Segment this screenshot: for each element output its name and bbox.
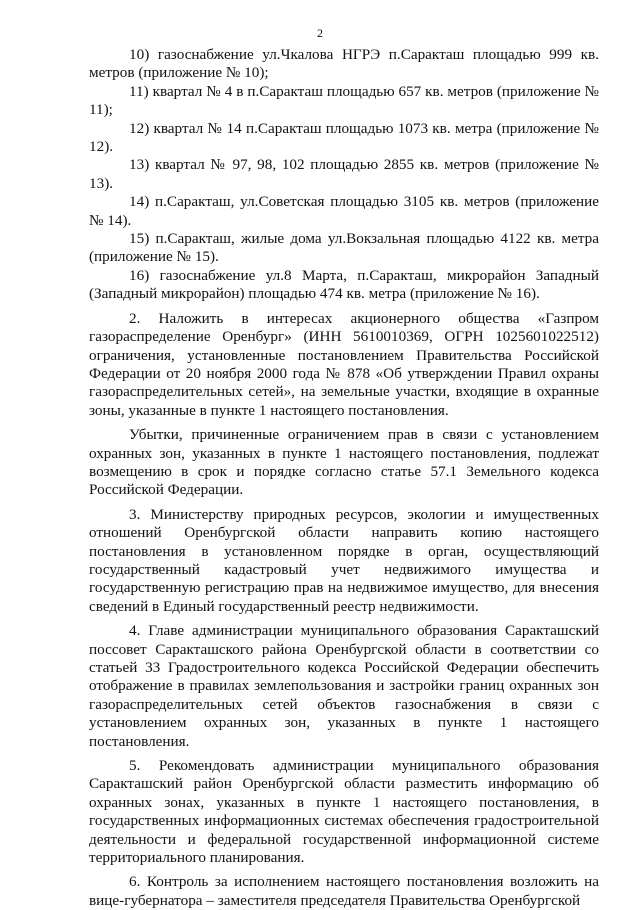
clause-2-paragraph: 2. Наложить в интересах акционерного общества «Газпром газораспределение Оренбург» (ИНН 5610010369, ОГРН 1025601022512) ограничения, установленные постановлением Правительства Российской Федерации от 20 ноября 2000 года № 878 «Об утверждении Правил охраны газораспределительных сетей», на земельные участки, входящие в охранные зоны, указанные в пункте 1 настоящего постановления. xyxy=(89,309,599,419)
list-item-16: 16) газоснабжение ул.8 Марта, п.Саракташ, микрорайон Западный (Западный микрорайон) площадью 474 кв. метра (приложение № 16). xyxy=(89,266,599,303)
clause-4-paragraph: 4. Главе администрации муниципального образования Саракташский поссовет Саракташского района Оренбургской области в соответствии со статьей 33 Градостроительного кодекса Российской Федерации обеспечить отображение в правилах землепользования и застройки границ охранных зон газораспределительных сетей объектов газоснабжения в связи с установлением охранных зон, указанных в пункте 1 настоящего постановления. xyxy=(89,622,599,750)
list-item-12: 12) квартал № 14 п.Саракташ площадью 1073 кв. метра (приложение № 12). xyxy=(89,119,599,156)
clause-5-paragraph: 5. Рекомендовать администрации муниципального образования Саракташский район Оренбургской области разместить информацию об охранных зонах, указанных в пункте 1 настоящего постановления, в государственных информационных системах обеспечения градостроительной деятельности и федеральной государственной информационной системе территориального планирования. xyxy=(89,757,599,867)
damages-paragraph: Убытки, причиненные ограничением прав в связи с установлением охранных зон, указанных в пункте 1 настоящего постановления, подлежат возмещению в срок и порядке согласно статье 57.1 Земельного кодекса Российской Федерации. xyxy=(89,426,599,499)
list-item-14: 14) п.Саракташ, ул.Советская площадью 3105 кв. метров (приложение № 14). xyxy=(89,193,599,229)
list-item-15: 15) п.Саракташ, жилые дома ул.Вокзальная площадью 4122 кв. метра (приложение № 15). xyxy=(89,230,599,266)
list-item-13: 13) квартал № 97, 98, 102 площадью 2855 кв. метров (приложение № 13). xyxy=(89,156,599,192)
list-item-10: 10) газоснабжение ул.Чкалова НГРЭ п.Саракташ площадью 999 кв. метров (приложение № 10); xyxy=(89,46,599,82)
document-body xyxy=(89,46,599,910)
clause-3-paragraph: 3. Министерству природных ресурсов, экологии и имущественных отношений Оренбургской области направить копию настоящего постановления в установленном порядке в орган, осуществляющий государственный кадастровый учет недвижимого имущества и государственную регистрацию прав на недвижимое имущество, для внесения сведений в Единый государственный реестр недвижимости. xyxy=(89,505,599,615)
clause-6-paragraph: 6. Контроль за исполнением настоящего постановления возложить на вице-губернатора – заместителя председателя Правительства Оренбургской xyxy=(89,873,599,909)
list-item-11: 11) квартал № 4 в п.Саракташ площадью 657 кв. метров (приложение № 11); xyxy=(89,82,599,119)
page-number: 2 xyxy=(317,26,323,40)
